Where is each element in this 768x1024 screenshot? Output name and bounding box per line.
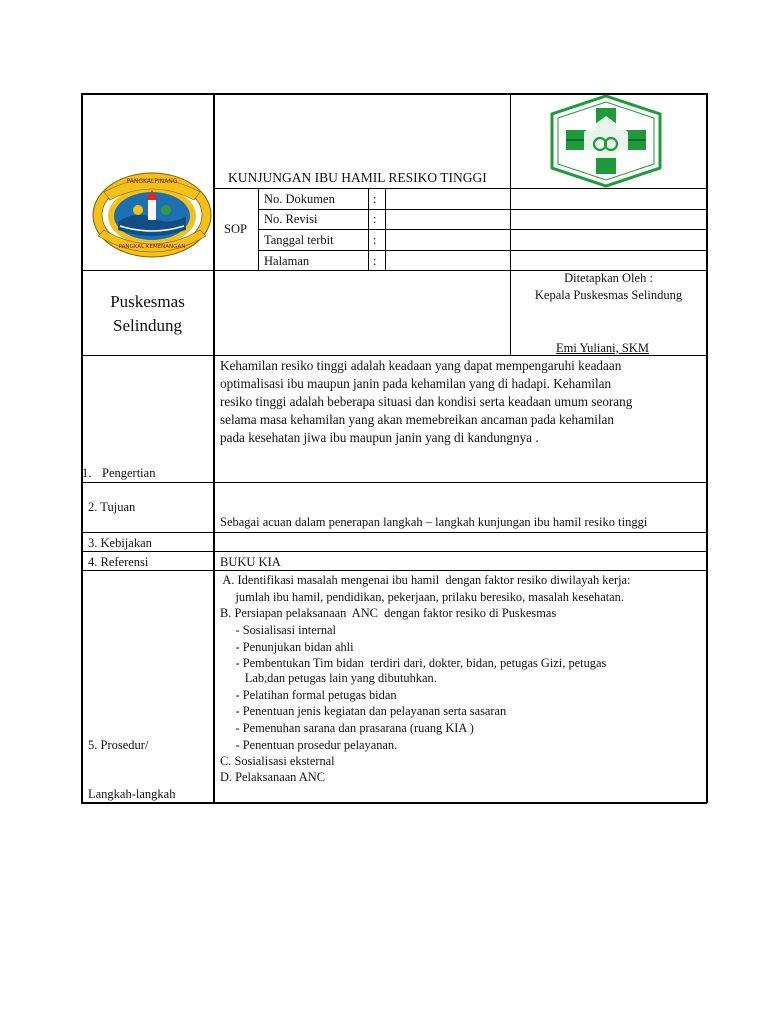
- text-line: resiko tinggi adalah beberapa situasi dan kondisi serta keadaan umum seorang: [220, 394, 633, 409]
- procedure-line: - Sosialisasi internal: [220, 623, 336, 637]
- region-logo-top-text: PANGKALPINANG: [126, 178, 178, 185]
- procedure-line: - Pelatihan formal petugas bidan: [220, 688, 397, 702]
- pengertian-label: Pengertian: [102, 466, 156, 480]
- procedure-line: - Penentuan jenis kegiatan dan pelayanan serta sasaran: [220, 704, 507, 718]
- procedure-line: - Pemenuhan sarana dan prasarana (ruang KIA ): [220, 721, 474, 735]
- approval-line-1: Ditetapkan Oleh :: [564, 271, 653, 285]
- doc-field-separator: :: [373, 212, 377, 226]
- institution-line-1: Puskesmas: [110, 292, 185, 311]
- procedure-line: D. Pelaksanaan ANC: [220, 770, 325, 784]
- procedure-line: - Penunjukan bidan ahli: [220, 640, 354, 654]
- region-logo-bottom-text: PANGKAL KEMENANGAN: [118, 244, 186, 250]
- institution-line-2: Selindung: [113, 316, 182, 335]
- doc-field-label: Tanggal terbit: [264, 233, 334, 247]
- procedure-line: jumlah ibu hamil, pendidikan, pekerjaan, prilaku beresiko, masalah kesehatan.: [220, 590, 624, 604]
- procedure-line: B. Persiapan pelaksanaan ANC dengan faktor resiko di Puskesmas: [220, 606, 557, 620]
- tujuan-label: 2. Tujuan: [88, 500, 136, 514]
- text-line: pada kesehatan jiwa ibu maupun janin yang di kandungnya .: [220, 430, 539, 445]
- procedure-line: C. Sosialisasi eksternal: [220, 754, 335, 768]
- text-line: optimalisasi ibu maupun janin pada kehamilan yang di hadapi. Kehamilan: [220, 376, 612, 391]
- text-line: selama masa kehamilan yang akan memebreikan ancaman pada kehamilan: [220, 412, 614, 427]
- pengertian-number: 1.: [82, 466, 92, 480]
- approval-line-2: Kepala Puskesmas Selindung: [534, 288, 683, 302]
- text-line: Kehamilan resiko tinggi adalah keadaan yang dapat mempengaruhi keadaan: [220, 358, 622, 373]
- approver-name: Emi Yuliani, SKM: [556, 341, 649, 355]
- referensi-text: BUKU KIA: [220, 555, 281, 569]
- doc-field-separator: :: [373, 192, 377, 206]
- kebijakan-label: 3. Kebijakan: [88, 536, 152, 550]
- doc-field-label: Halaman: [264, 254, 310, 268]
- prosedur-label: 5. Prosedur/: [88, 738, 149, 752]
- tujuan-text: Sebagai acuan dalam penerapan langkah – langkah kunjungan ibu hamil resiko tinggi: [220, 515, 648, 529]
- sop-label: SOP: [224, 222, 247, 236]
- referensi-label: 4. Referensi: [88, 555, 149, 569]
- procedure-line: A. Identifikasi masalah mengenai ibu hamil dengan faktor resiko diwilayah kerja:: [220, 573, 631, 587]
- doc-field-separator: :: [373, 254, 377, 268]
- procedure-line: - Pembentukan Tim bidan terdiri dari, dokter, bidan, petugas Gizi, petugas: [220, 656, 607, 670]
- doc-field-label: No. Dokumen: [264, 192, 335, 206]
- doc-field-separator: :: [373, 233, 377, 247]
- doc-field-label: No. Revisi: [264, 212, 318, 226]
- procedure-line: - Penentuan prosedur pelayanan.: [220, 738, 398, 752]
- region-logo: [90, 170, 214, 260]
- approval-block: [511, 270, 706, 304]
- langkah-label: Langkah-langkah: [88, 787, 176, 801]
- health-cross-logo: [548, 94, 664, 188]
- procedure-line: Lab,dan petugas lain yang dibutuhkan.: [220, 671, 437, 685]
- document-title: KUNJUNGAN IBU HAMIL RESIKO TINGGI: [228, 170, 487, 185]
- institution-name: [82, 290, 213, 338]
